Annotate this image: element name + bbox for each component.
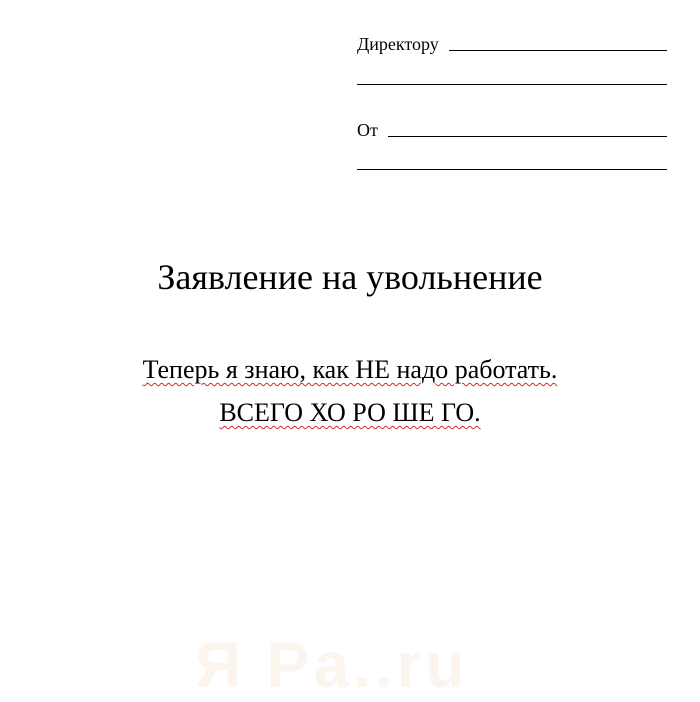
director-blank-line — [449, 50, 667, 51]
body-line-1 — [0, 354, 700, 386]
from-label: От — [357, 120, 378, 140]
document-title: Заявление на увольнение — [157, 257, 543, 297]
from-blank-line — [388, 136, 667, 137]
director-extra-blank-line — [357, 84, 667, 85]
body-line-2 — [0, 397, 700, 429]
from-field — [357, 112, 667, 140]
body-line-2-text: ВСЕГО ХО РО ШЕ ГО. — [219, 398, 481, 427]
director-field — [357, 26, 667, 54]
addressee-block — [357, 26, 667, 170]
director-label: Директору — [357, 34, 439, 54]
faint-watermark: Я Pa..ru — [195, 629, 469, 701]
from-extra-blank-line — [357, 169, 667, 170]
body-line-1-text: Теперь я знаю, как НЕ надо работать. — [142, 355, 558, 384]
